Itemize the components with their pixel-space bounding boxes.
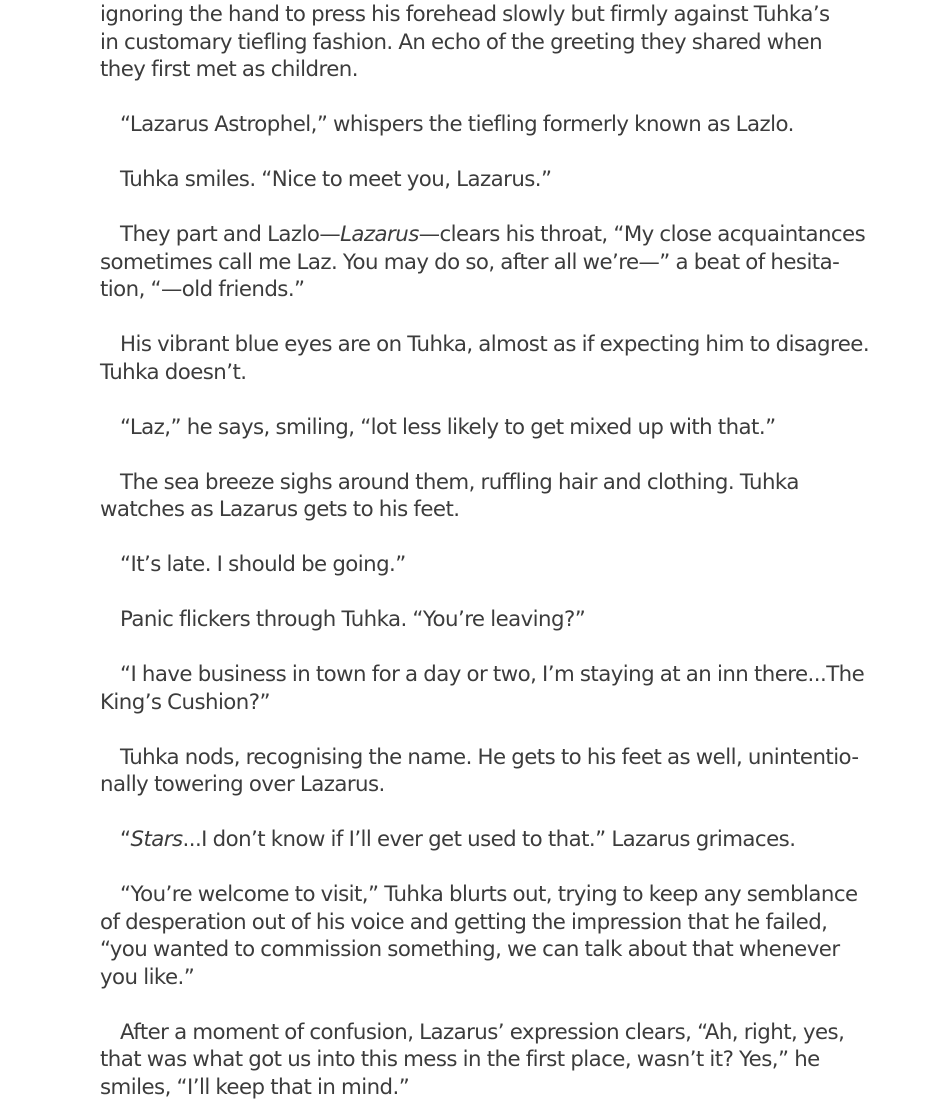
- text-line: “You’re welcome to visit,” Tuhka blurts out, trying to keep any semblance: [120, 882, 858, 907]
- text-line: ignoring the hand to press his forehead slowly but firmly against Tuhka’s: [100, 2, 830, 27]
- text-line: tion, “—old friends.”: [100, 277, 305, 302]
- paragraph: [100, 111, 870, 139]
- text-line: sometimes call me Laz. You may do so, after all we’re—” a beat of hesita-: [100, 249, 840, 275]
- text-line: nally towering over Lazarus.: [100, 772, 385, 797]
- text-line: “I have business in town for a day or two, I’m staying at an inn there...The: [120, 662, 865, 687]
- text-line: After a moment of confusion, Lazarus’ expression clears, “Ah, right, yes,: [120, 1019, 845, 1045]
- emphasized-text: Stars: [130, 827, 183, 852]
- text-line: Tuhka smiles. “Nice to meet you, Lazarus.”: [120, 167, 552, 192]
- text-line: they first met as children.: [100, 57, 358, 82]
- paragraph: [100, 221, 870, 304]
- text-line: “It’s late. I should be going.”: [120, 552, 406, 577]
- document-page: [100, 0, 870, 1101]
- paragraph: [100, 551, 870, 579]
- text-line: “Lazarus Astrophel,” whispers the tiefling formerly known as Lazlo.: [120, 112, 794, 137]
- text-line: Tuhka doesn’t.: [100, 359, 247, 385]
- paragraph: [100, 166, 870, 194]
- text-line: Panic flickers through Tuhka. “You’re leaving?”: [120, 607, 586, 632]
- text-line: smiles, “I’ll keep that in mind.”: [100, 1074, 410, 1100]
- paragraph: [100, 1, 870, 84]
- emphasized-text: Lazarus: [340, 222, 419, 247]
- paragraph: [100, 1019, 870, 1102]
- paragraph: [100, 744, 870, 799]
- text-line: in customary tiefling fashion. An echo of the greeting they shared when: [100, 29, 823, 55]
- text-line: His vibrant blue eyes are on Tuhka, almost as if expecting him to disagree.: [120, 332, 870, 357]
- paragraph: [100, 606, 870, 634]
- text-line: The sea breeze sighs around them, ruffling hair and clothing. Tuhka: [120, 469, 799, 495]
- text-line: you like.”: [100, 964, 195, 990]
- text-line: “Laz,” he says, smiling, “lot less likely to get mixed up with that.”: [120, 414, 776, 440]
- paragraph: [100, 826, 870, 854]
- paragraph: [100, 881, 870, 991]
- text-line: of desperation out of his voice and getting the impression that he failed,: [100, 909, 828, 935]
- paragraph: [100, 661, 870, 716]
- text-line: They part and Lazlo—Lazarus—clears his throat, “My close acquaintances: [120, 222, 866, 247]
- text-line: that was what got us into this mess in the first place, wasn’t it? Yes,” he: [100, 1047, 820, 1072]
- text-line: “Stars...I don’t know if I’ll ever get used to that.” Lazarus grimaces.: [120, 827, 796, 852]
- text-line: King’s Cushion?”: [100, 689, 270, 715]
- text-line: watches as Lazarus gets to his feet.: [100, 497, 460, 522]
- text-line: Tuhka nods, recognising the name. He gets to his feet as well, unintentio-: [120, 744, 859, 770]
- text-line: “you wanted to commission something, we can talk about that whenever: [100, 937, 840, 962]
- paragraph: [100, 331, 870, 386]
- paragraph: [100, 469, 870, 524]
- paragraph: [100, 414, 870, 442]
